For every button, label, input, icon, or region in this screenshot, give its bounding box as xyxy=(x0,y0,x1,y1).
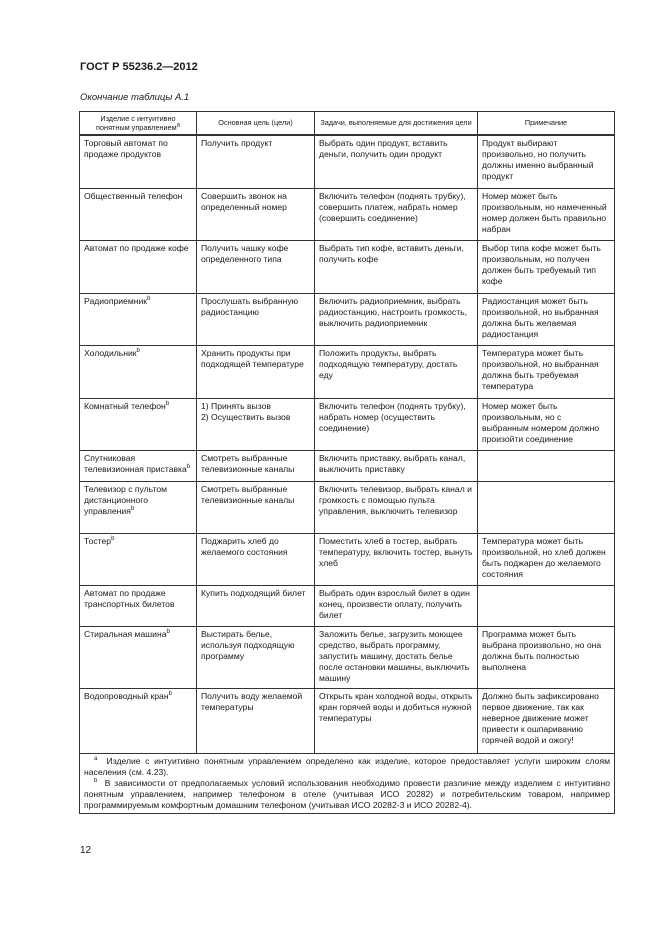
cell-product xyxy=(80,188,197,240)
cell-tasks xyxy=(315,345,478,398)
table-row xyxy=(80,345,615,398)
goal-text: Получить воду желаемой температуры xyxy=(201,690,303,712)
product-text: Автомат по продаже кофе xyxy=(84,242,189,253)
goal-text: Прослушать выбранную радиостанцию xyxy=(201,295,299,317)
cell-tasks xyxy=(315,240,478,293)
cell-tasks xyxy=(315,481,478,533)
footnote-mark: b xyxy=(165,400,170,407)
table-a1-continuation xyxy=(79,111,615,814)
column-header-label: Изделие с интуитивно понятным управлением xyxy=(96,113,177,132)
cell-product xyxy=(80,533,197,585)
footnote-mark: b xyxy=(136,347,140,354)
table-body xyxy=(80,135,615,753)
table-row xyxy=(80,688,615,753)
product-text: Торговый автомат по продаже продуктов xyxy=(84,138,168,159)
column-header-label: Задачи, выполняемые для достижения цели xyxy=(320,118,472,128)
footnote-text: Изделие с интуитивно понятным управлением определено как изделие, которое предоставляет услуги широким слоям населения (см. 4.23). xyxy=(84,755,611,777)
standard-header: ГОСТ Р 55236.2—2012 xyxy=(80,61,198,73)
footnote-text: В зависимости от предполагаемых условий использования необходимо провести различие между изделием с интуитивно понятным управлением, например телефоном в отеле (учитывая ИСО 20282) и потребительским товаром, например программируемым комфортным домашним телефоном (учитывая ИСО 20282-3 и ИСО 20282-4). xyxy=(84,777,610,810)
note-text: Номер может быть произвольным, но намеченный номер должен быть правильно набран xyxy=(482,190,607,234)
note-text: Радиостанция может быть произвольной, но выбранная должна быть желаемая радиостанция xyxy=(482,295,599,339)
note-text: Должно быть зафиксировано первое движение, так как неверное движение может привести к ошпариванию горячей водой и ожогу! xyxy=(482,690,599,745)
cell-note xyxy=(478,398,615,450)
product-text: Автомат по продаже транспортных билетов xyxy=(84,587,175,609)
goal-text: Смотреть выбранные телевизионные каналы xyxy=(201,452,295,474)
table-row xyxy=(80,585,615,626)
cell-note xyxy=(478,626,615,688)
cell-goal xyxy=(197,345,315,398)
cell-tasks xyxy=(315,533,478,585)
product-text: Тостер xyxy=(84,535,112,546)
cell-product xyxy=(80,450,197,481)
goal-text: Поджарить хлеб до желаемого состояния xyxy=(201,535,288,557)
table-row xyxy=(80,293,615,345)
product-text: Комнатный телефон xyxy=(84,400,166,411)
cell-goal xyxy=(197,293,315,345)
goal-text: Выстирать белье, используя подходящую программу xyxy=(201,628,295,661)
note-text: Выбор типа кофе может быть произвольным, но получен должен быть требуемый тип кофе xyxy=(482,242,601,286)
cell-note xyxy=(478,533,615,585)
goal-text: Получить чашку кофе определенного типа xyxy=(201,242,289,264)
tasks-text: Включить телефон (поднять трубку), совершить платеж, набрать номер (совершить соединение) xyxy=(319,190,466,223)
cell-note xyxy=(478,450,615,481)
footnotes-row xyxy=(80,753,615,813)
cell-note xyxy=(478,188,615,240)
cell-tasks xyxy=(315,688,478,753)
cell-tasks xyxy=(315,293,478,345)
goal-text: Смотреть выбранные телевизионные каналы xyxy=(201,483,295,505)
table-row xyxy=(80,188,615,240)
tasks-text: Заложить белье, загрузить моющее средство, выбрать программу, запустить машину, достать белье после остановки машины, выключить машину xyxy=(319,628,470,683)
footnote-mark: b xyxy=(147,295,151,302)
footnote-mark: a xyxy=(94,755,98,762)
note-text: Температура может быть произвольной, но выбранная должна быть требуемая температура xyxy=(482,347,599,391)
tasks-text: Выбрать тип кофе, вставить деньги, получить кофе xyxy=(319,242,464,264)
column-header-label: Основная цель (цели) xyxy=(218,118,293,128)
table-row xyxy=(80,135,615,188)
tasks-text: Включить телефон (поднять трубку), набрать номер (осуществить соединение) xyxy=(319,400,466,433)
column-header xyxy=(80,112,197,136)
header-row xyxy=(80,112,615,136)
note-text: Температура может быть произвольной, но хлеб должен быть поджарен до желаемого состояния xyxy=(482,535,606,579)
cell-goal xyxy=(197,188,315,240)
cell-note xyxy=(478,481,615,533)
cell-goal xyxy=(197,481,315,533)
tasks-text: Положить продукты, выбрать подходящую температуру, достать еду xyxy=(319,347,458,380)
note-text: Номер может быть произвольным, но с выбранным номером должно произойти соединение xyxy=(482,400,600,444)
cell-product xyxy=(80,626,197,688)
footnote-mark: b xyxy=(94,777,98,784)
cell-product xyxy=(80,481,197,533)
goal-text: Хранить продукты при подходящей температуре xyxy=(201,347,304,369)
table-row xyxy=(80,626,615,688)
product-text: Спутниковая телевизионная приставка xyxy=(84,452,187,474)
tasks-text: Открыть кран холодной воды, открыть кран горячей воды и добиться нужной температуры xyxy=(319,690,473,723)
cell-tasks xyxy=(315,450,478,481)
product-text: Телевизор с пультом дистанционного управления xyxy=(84,483,168,516)
product-text: Холодильник xyxy=(84,347,137,358)
cell-note xyxy=(478,345,615,398)
cell-product xyxy=(80,293,197,345)
cell-tasks xyxy=(315,188,478,240)
cell-product xyxy=(80,345,197,398)
footnote xyxy=(84,778,610,811)
cell-goal xyxy=(197,626,315,688)
note-text: Продукт выбирают произвольно, но получить должны именно выбранный продукт xyxy=(482,138,594,181)
footnote-mark: b xyxy=(168,690,172,697)
cell-product xyxy=(80,398,197,450)
cell-goal xyxy=(197,135,315,188)
footnote-mark: b xyxy=(130,505,135,512)
cell-tasks xyxy=(315,398,478,450)
cell-tasks xyxy=(315,135,478,188)
cell-goal xyxy=(197,398,315,450)
cell-product xyxy=(80,688,197,753)
tasks-text: Выбрать один продукт, вставить деньги, получить один продукт xyxy=(319,138,448,159)
cell-product xyxy=(80,585,197,626)
cell-goal xyxy=(197,450,315,481)
footnote-mark: b xyxy=(166,628,170,635)
cell-goal xyxy=(197,533,315,585)
cell-product xyxy=(80,135,197,188)
table-row xyxy=(80,450,615,481)
tasks-text: Выбрать один взрослый билет в один конец, произвести оплату, получить билет xyxy=(319,587,470,620)
table-row xyxy=(80,481,615,533)
column-header xyxy=(197,112,315,136)
product-text: Общественный телефон xyxy=(84,190,183,201)
cell-product xyxy=(80,240,197,293)
product-text: Водопроводный кран xyxy=(84,690,169,701)
table-caption: Окончание таблицы А.1 xyxy=(80,92,190,103)
footnote-mark: b xyxy=(186,463,191,470)
cell-tasks xyxy=(315,585,478,626)
cell-note xyxy=(478,688,615,753)
footnotes xyxy=(80,753,615,813)
table-header xyxy=(80,112,615,136)
product-text: Стиральная машина xyxy=(84,628,167,639)
goal-text: Купить подходящий билет xyxy=(201,587,306,598)
tasks-text: Включить приставку, выбрать канал, выключить приставку xyxy=(319,452,466,474)
footnote xyxy=(84,756,610,778)
footnote-mark: b xyxy=(111,535,115,542)
product-text: Радиоприемник xyxy=(84,295,148,306)
table-row xyxy=(80,398,615,450)
cell-note xyxy=(478,585,615,626)
goal-text: 1) Принять вызов 2) Осуществить вызов xyxy=(201,400,291,422)
tasks-text: Включить радиоприемник, выбрать радиостанцию, настроить громкость, выключить радиоприемник xyxy=(319,295,468,328)
cell-goal xyxy=(197,240,315,293)
column-header-label: Примечание xyxy=(524,118,568,128)
cell-note xyxy=(478,293,615,345)
goal-text: Совершить звонок на определенный номер xyxy=(201,190,287,212)
table-row xyxy=(80,533,615,585)
page-number: 12 xyxy=(80,845,92,856)
cell-note xyxy=(478,240,615,293)
cell-tasks xyxy=(315,626,478,688)
cell-note xyxy=(478,135,615,188)
footnote-mark: a xyxy=(176,122,180,129)
goal-text: Получить продукт xyxy=(201,138,273,148)
cell-goal xyxy=(197,585,315,626)
cell-goal xyxy=(197,688,315,753)
column-header xyxy=(478,112,615,136)
note-text: Программа может быть выбрана произвольно, но она должна быть полностью выполнена xyxy=(482,628,602,672)
tasks-text: Поместить хлеб в тостер, выбрать температуру, включить тостер, вынуть хлеб xyxy=(319,535,473,568)
table-row xyxy=(80,240,615,293)
tasks-text: Включить телевизор, выбрать канал и громкость с помощью пульта управления, выключить телевизор xyxy=(319,483,472,516)
column-header xyxy=(315,112,478,136)
